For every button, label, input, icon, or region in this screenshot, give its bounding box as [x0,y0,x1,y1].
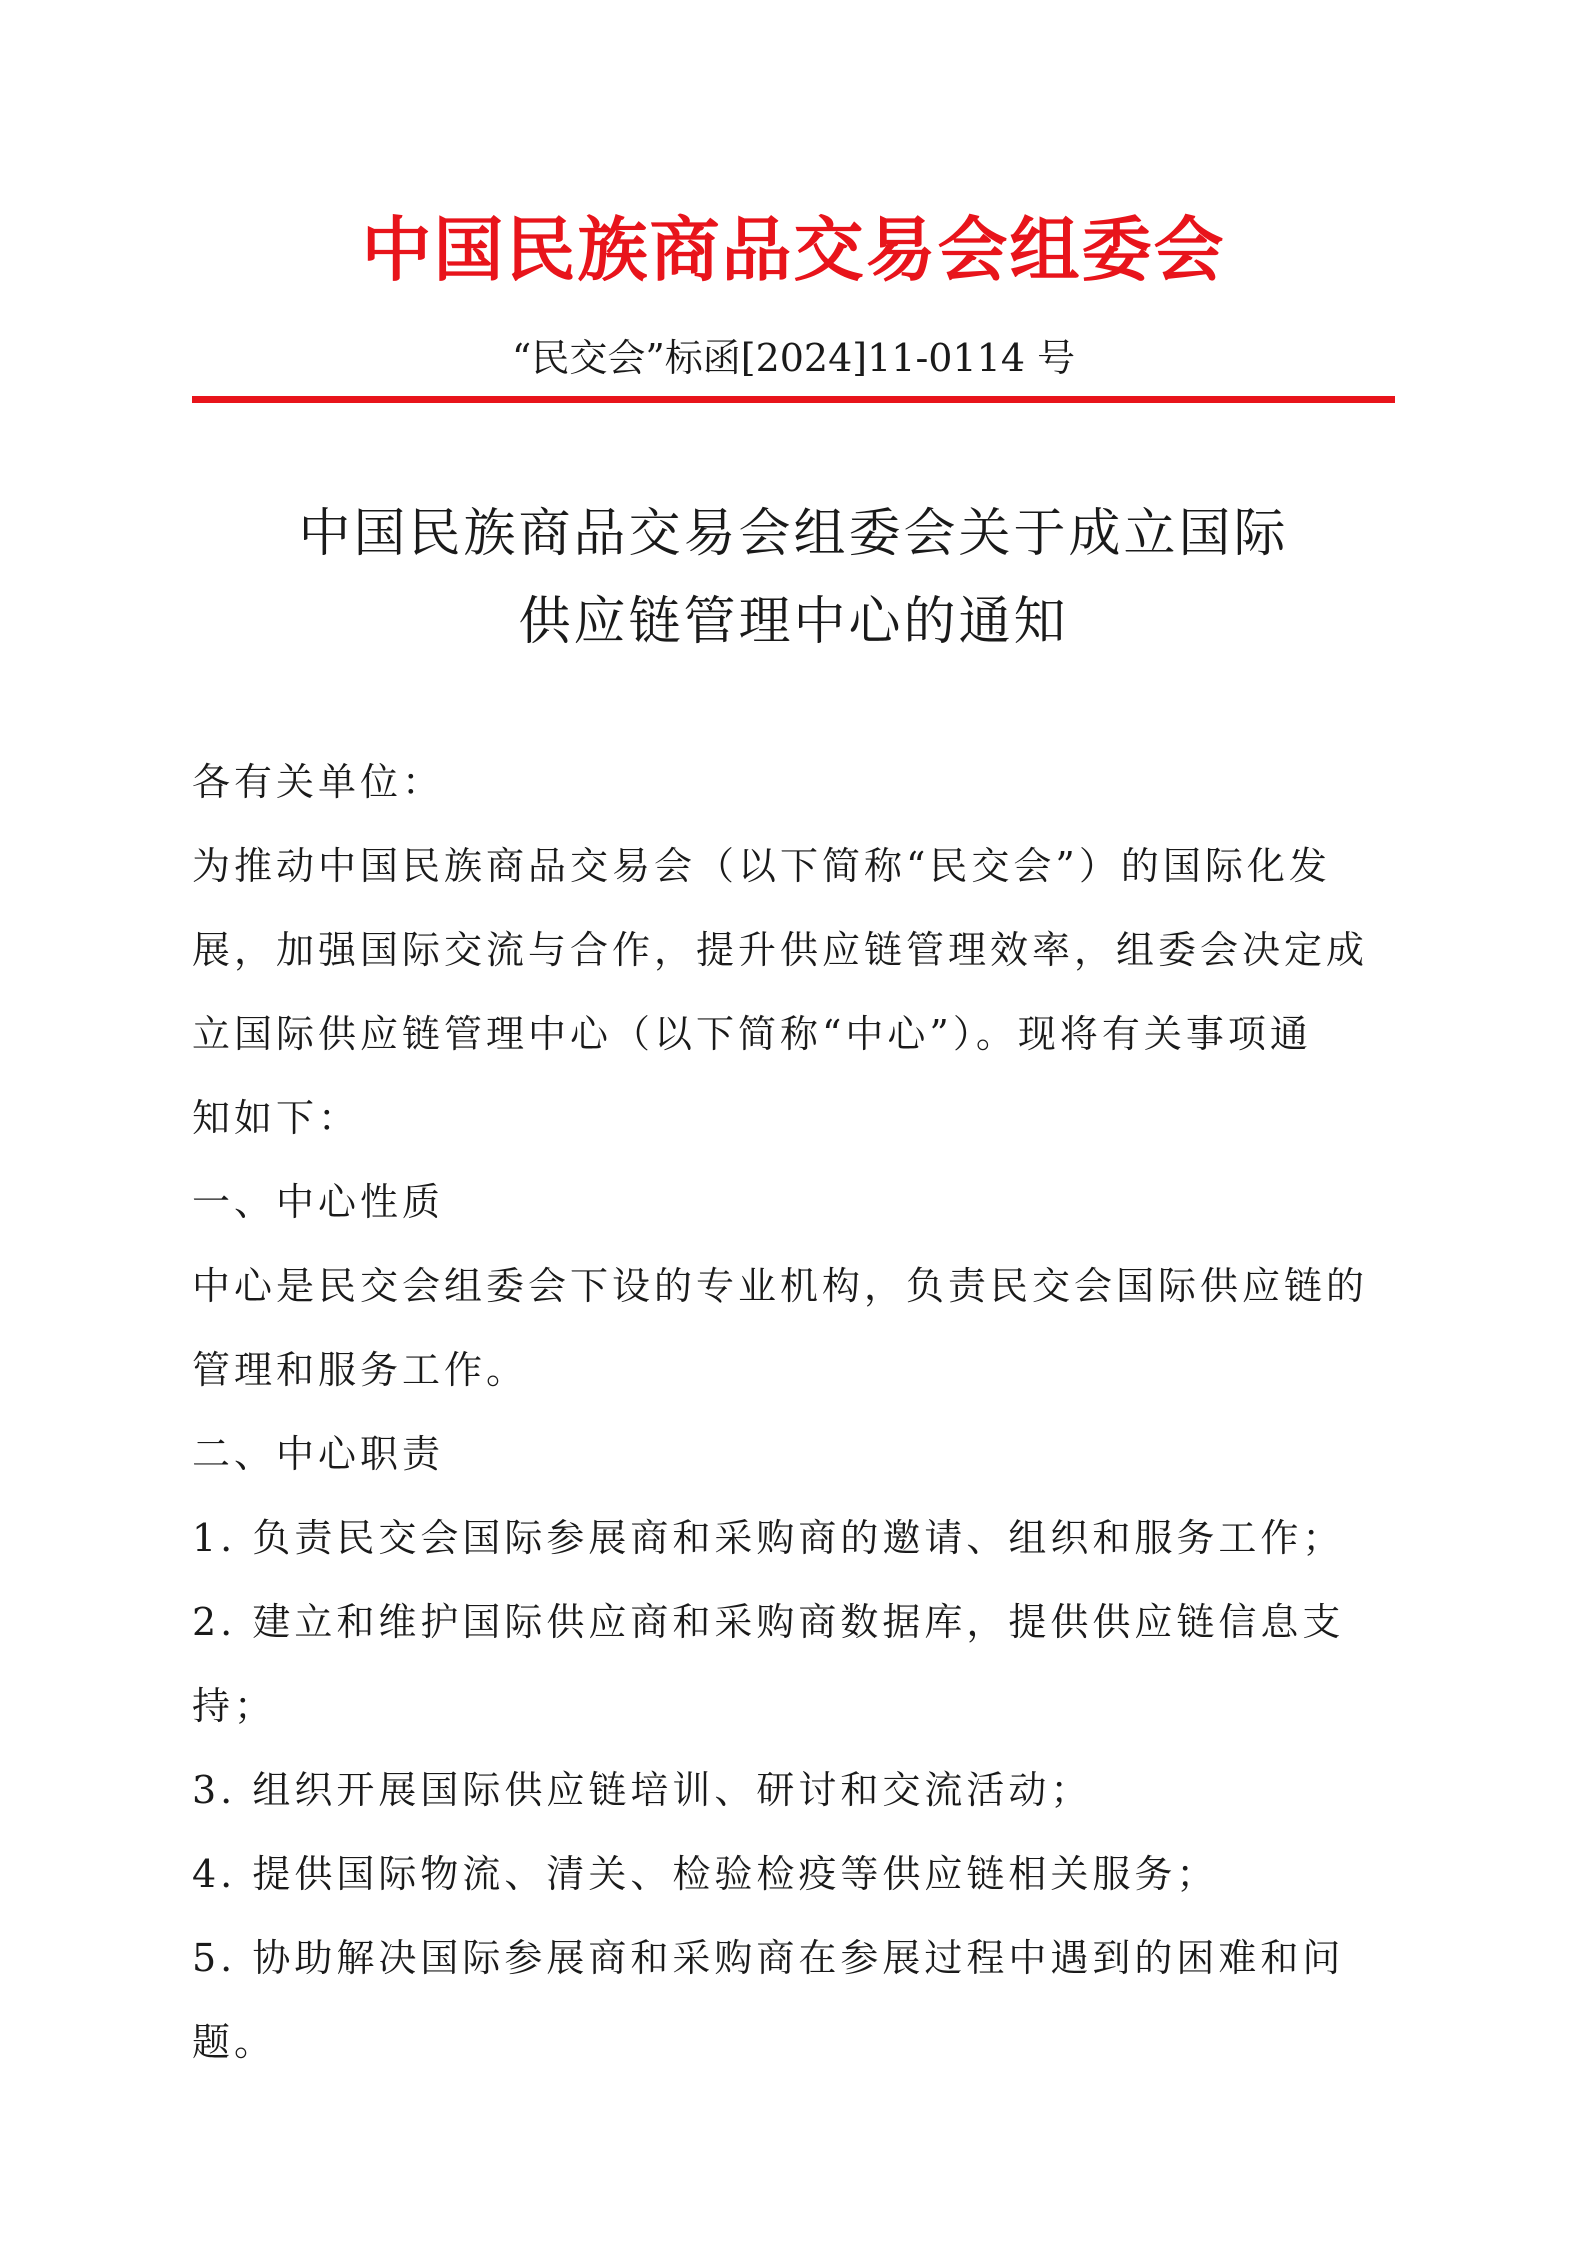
duty-item: 2. 建立和维护国际供应商和采购商数据库，提供供应链信息支 [192,1600,1345,1644]
duty-item: 4. 提供国际物流、清关、检验检疫等供应链相关服务； [192,1852,1219,1896]
document-number: “民交会”标函[2024]11-0114 号 [511,336,1076,380]
duty-item: 1. 负责民交会国际参展商和采购商的邀请、组织和服务工作； [192,1516,1345,1560]
duty-item: 持； [192,1684,277,1728]
section-heading: 一、中心性质 [192,1180,445,1224]
header-divider [192,396,1395,403]
body-line: 中心是民交会组委会下设的专业机构，负责民交会国际供应链的 [192,1264,1369,1308]
notice-body [192,740,1402,2084]
body-line: 展，加强国际交流与合作，提升供应链管理效率，组委会决定成 [192,928,1369,972]
notice-title-line: 中国民族商品交易会组委会关于成立国际 [298,504,1289,564]
notice-title [0,490,1587,666]
body-line: 为推动中国民族商品交易会（以下简称“民交会”）的国际化发 [192,844,1331,888]
body-line: 知如下： [192,1096,361,1140]
body-line: 立国际供应链管理中心（以下简称“中心”）。现将有关事项通 [192,1012,1312,1056]
organization-title: 中国民族商品交易会组委会 [361,209,1226,291]
notice-title-line: 供应链管理中心的通知 [518,592,1069,652]
body-line: 管理和服务工作。 [192,1348,529,1392]
section-heading: 二、中心职责 [192,1432,445,1476]
duty-item: 题。 [192,2020,277,2064]
salutation: 各有关单位： [192,760,445,804]
duty-item: 3. 组织开展国际供应链培训、研讨和交流活动； [192,1768,1093,1812]
duty-item: 5. 协助解决国际参展商和采购商在参展过程中遇到的困难和问 [192,1936,1345,1980]
